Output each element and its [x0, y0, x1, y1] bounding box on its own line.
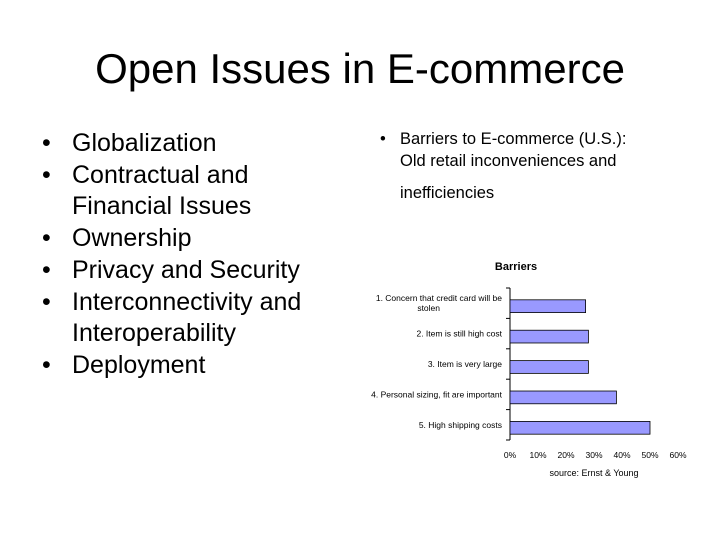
chart-title: Barriers	[494, 261, 538, 273]
right-bullet-list	[380, 128, 710, 204]
bar	[510, 330, 588, 343]
barriers-chart	[340, 250, 710, 482]
x-tick-label: 10%	[529, 450, 547, 460]
left-bullet-text: Ownership	[72, 224, 192, 252]
left-bullet-item	[42, 223, 342, 254]
left-bullet-item	[42, 350, 342, 381]
left-bullet-text: Deployment	[72, 351, 206, 379]
bullet-glyph: •	[42, 161, 51, 189]
right-bullet-line-2: Old retail inconveniences and	[400, 152, 617, 170]
category-label: 1. Concern that credit card will be stolen	[375, 293, 502, 314]
right-bullet-line-1: Barriers to E-commerce (U.S.):	[400, 130, 627, 148]
left-bullet-text: Contractual and Financial Issues	[72, 161, 252, 220]
category-label: 5. High shipping costs	[418, 419, 502, 430]
bullet-glyph: •	[42, 129, 51, 157]
left-bullet-text: Interconnectivity and Interoperability	[72, 288, 302, 347]
left-bullet-item	[42, 255, 342, 286]
right-bullet-line-3: inefficiencies	[400, 184, 495, 202]
bullet-glyph: •	[42, 256, 51, 284]
bar	[510, 391, 616, 404]
category-label: 4. Personal sizing, fit are important	[371, 389, 502, 400]
x-tick-label: 40%	[613, 450, 631, 460]
bullet-glyph: •	[42, 224, 51, 252]
category-label: 2. Item is still high cost	[416, 328, 502, 339]
left-bullet-text: Globalization	[72, 129, 217, 157]
x-tick-label: 50%	[641, 450, 659, 460]
left-bullet-item	[42, 160, 342, 222]
x-tick-label: 20%	[557, 450, 575, 460]
bullet-glyph: •	[42, 351, 51, 379]
bullet-glyph: •	[380, 130, 386, 148]
right-bullet-item	[380, 128, 710, 204]
left-bullet-item	[42, 287, 342, 349]
bar	[510, 300, 586, 313]
bar	[510, 361, 588, 374]
bar	[510, 421, 650, 434]
category-label: 3. Item is very large	[427, 359, 502, 369]
x-tick-label: 0%	[503, 450, 517, 460]
x-tick-label: 60%	[669, 450, 687, 460]
slide-title: Open Issues in E-commerce	[95, 45, 625, 92]
left-bullet-text: Privacy and Security	[72, 256, 300, 284]
x-tick-label: 30%	[585, 450, 603, 460]
chart-source: source: Ernst & Young	[549, 468, 639, 478]
bullet-glyph: •	[42, 288, 51, 316]
left-bullet-item	[42, 128, 342, 159]
left-bullet-list	[42, 128, 342, 382]
